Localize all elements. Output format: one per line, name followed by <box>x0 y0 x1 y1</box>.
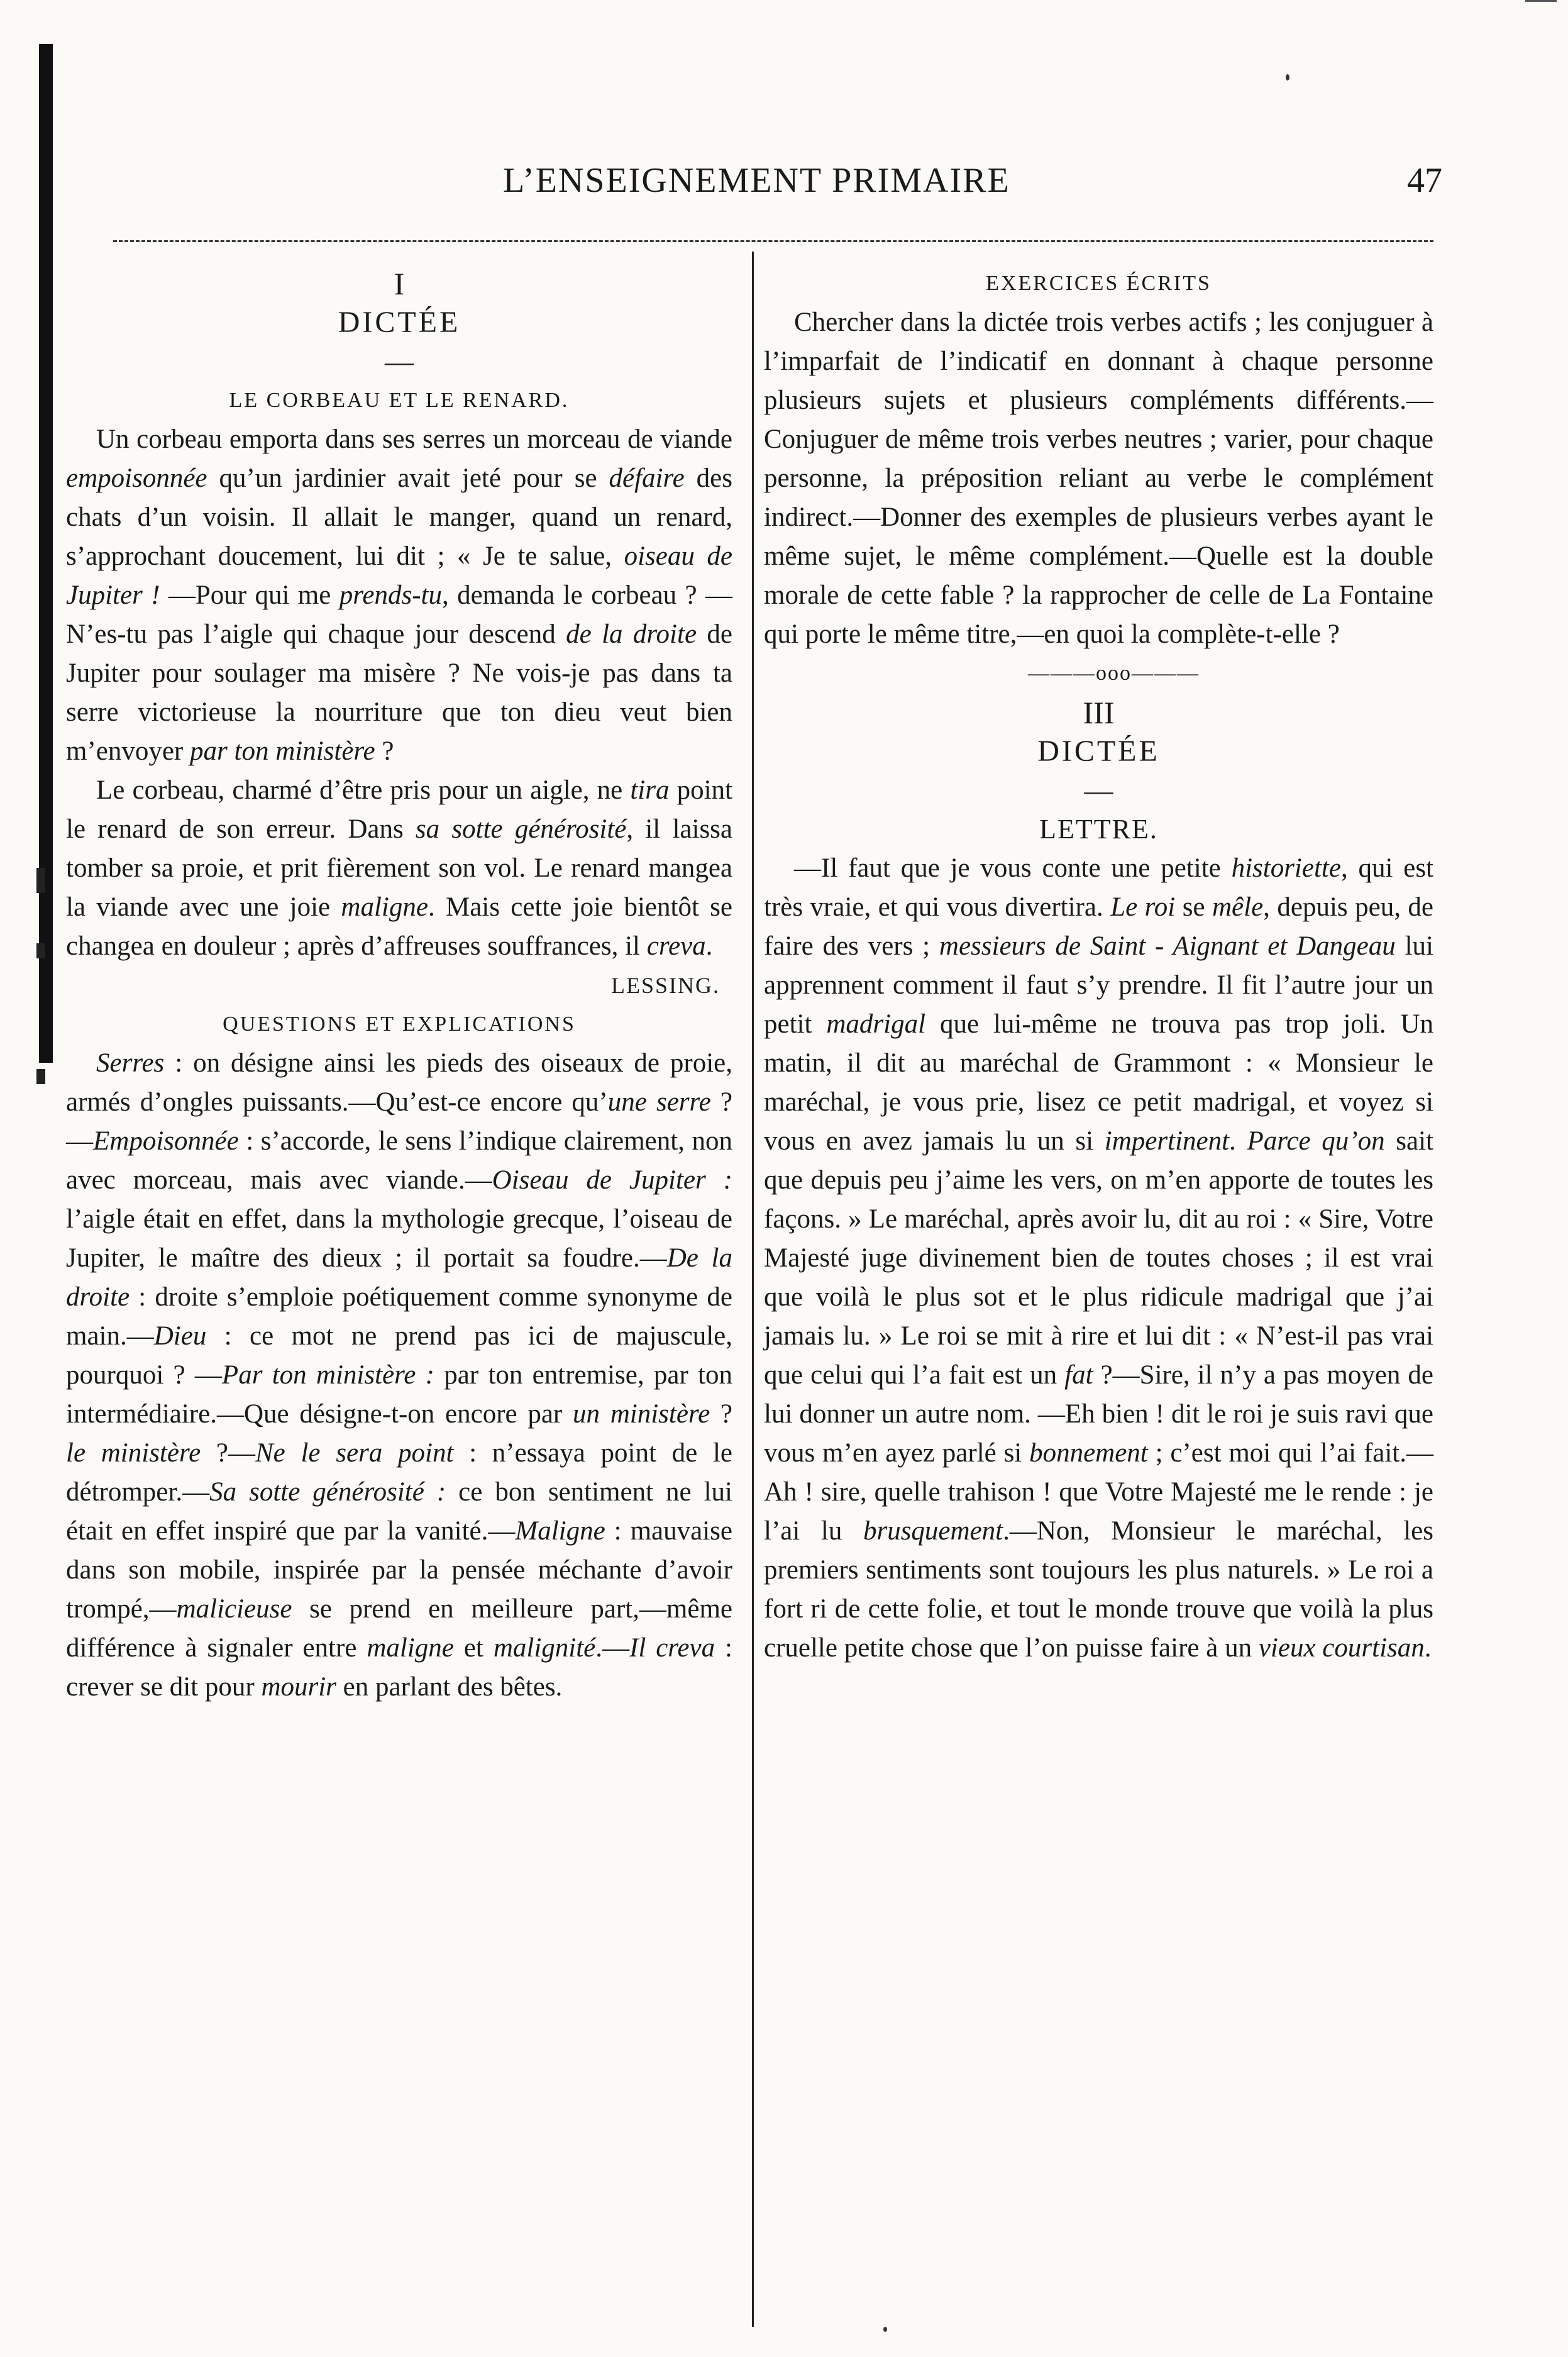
italic-phrase: fat <box>1064 1360 1093 1390</box>
text-run: des chats d’un voisin. Il allait le manger, quand un renard, s’approchant doucement, lui dit ; « Je te salue, <box>66 463 732 571</box>
text-run: .— <box>595 1633 629 1663</box>
italic-phrase: le ministère <box>66 1438 201 1468</box>
italic-phrase: madrigal <box>826 1009 926 1039</box>
text-run: de Jupiter pour soulager ma misère ? Ne vois-je pas dans ta serre victorieuse la nourriture que ton dieu veut bien m’envoyer <box>66 619 732 766</box>
italic-phrase: Il creva <box>629 1633 715 1663</box>
heading-dash: — <box>385 345 414 377</box>
text-run: par ton entremise, par ton intermédiaire.—Que désigne-t-on encore par <box>66 1360 733 1429</box>
questions-paragraph <box>66 1044 732 1707</box>
italic-phrase: Empoisonnée <box>93 1126 239 1156</box>
page-header <box>113 160 1442 211</box>
story-title: LE CORBEAU ET LE RENARD. <box>229 389 570 412</box>
text-run: ?— <box>66 1087 732 1156</box>
text-run: : ce mot ne prend pas ici de majuscule, pourquoi ? — <box>66 1321 732 1390</box>
text-run: , depuis peu, de faire des vers ; <box>764 892 1434 961</box>
text-run: . <box>705 931 713 961</box>
text-run: . <box>1424 1633 1432 1663</box>
italic-phrase: défaire <box>609 463 685 493</box>
section-heading: DICTÉE <box>1037 735 1160 768</box>
text-run: , qui est très vraie, et qui vous divertira. <box>764 853 1433 922</box>
header-rule <box>113 240 1433 242</box>
text-run: en parlant des bêtes. <box>336 1672 563 1702</box>
italic-phrase: creva <box>646 931 706 961</box>
text-run: : droite s’emploie poétiquement comme synonyme de main.— <box>66 1282 732 1351</box>
binding-fragment <box>36 1069 45 1084</box>
text-run: .—Non, Monsieur le maréchal, les premiers sentiments sont toujours les plus naturels. » Le roi a fort ri de cette folie, et tout le monde trouve que voilà la plus cruelle petite chose que l’on puisse faire à un <box>764 1516 1434 1663</box>
italic-phrase: maligne <box>341 892 428 922</box>
text-run: Le corbeau, charmé d’être pris pour un aigle, ne <box>96 775 631 805</box>
page-number: 47 <box>1407 161 1442 200</box>
author-signature: LESSING. <box>610 973 720 998</box>
text-run: l’aigle était en effet, dans la mythologie grecque, l’oiseau de Jupiter, le maître des dieux ; il portait sa foudre.— <box>66 1204 732 1273</box>
italic-phrase: sa sotte générosité <box>415 814 627 844</box>
text-run: : on désigne ainsi les pieds des oiseaux de proie, armés d’ongles puissants.—Qu’est-ce encore qu’ <box>66 1048 732 1117</box>
text-run: : crever se dit pour <box>66 1633 732 1702</box>
italic-phrase: oiseau de Jupiter ! <box>66 541 732 610</box>
right-column <box>764 264 1433 1668</box>
column-divider <box>752 252 754 2327</box>
text-run: ? <box>375 736 394 766</box>
italic-phrase: vieux courtisan <box>1258 1633 1425 1663</box>
exercises-title: EXERCICES ÉCRITS <box>986 272 1212 295</box>
text-run: ; c’est moi qui l’ai fait.—Ah ! sire, quelle trahison ! que Votre Majesté me le rende : je l’ai lu <box>764 1438 1433 1546</box>
text-run: qu’un jardinier avait jeté pour se <box>207 463 609 493</box>
italic-phrase: malignité <box>493 1633 596 1663</box>
text-run: ?—Sire, il n’y a pas moyen de lui donner un autre nom. —Eh bien ! dit le roi je suis ravi que vous m’en ayez parlé si <box>764 1360 1434 1468</box>
text-run: Chercher dans la dictée trois verbes actifs ; les conjuguer à l’imparfait de l’indicatif en donnant à chaque personne plusieurs sujets et plusieurs compléments différents.—Conjuguer de même trois verbes neutres ; varier, pour chaque personne, la préposition reliant au verbe le complément indirect.—Donner des exemples de plusieurs verbes ayant le même sujet, le même complément.—Quelle est la double morale de cette fable ? la rapprocher de celle de La Fontaine qui porte le même titre,—en quoi la complète-t-elle ? <box>764 308 1433 649</box>
italic-phrase: De la droite <box>66 1243 732 1312</box>
text-run: : n’essaya point de le détromper.— <box>66 1438 732 1507</box>
exercises-paragraph <box>764 303 1433 654</box>
italic-phrase: prends-tu <box>339 580 442 610</box>
text-run: se <box>1175 892 1212 922</box>
text-run: , il laissa tomber sa proie, et prit fièrement son vol. Le renard mangea la viande avec une joie <box>66 814 732 922</box>
text-run: et <box>453 1633 494 1663</box>
dictation-paragraph <box>66 420 732 771</box>
text-run: ?— <box>201 1438 255 1468</box>
text-run: que lui-même ne trouva pas trop joli. Un matin, il dit au maréchal de Grammont : « Monsieur le maréchal, je vous prie, lisez ce petit madrigal, et voyez si vous en avez jamais lu un si <box>764 1009 1433 1156</box>
section-number: I <box>394 266 405 301</box>
text-run: : mauvaise dans son mobile, inspirée par la pensée méchante d’avoir trompé,— <box>66 1516 732 1624</box>
section-ornament: ———ooo——— <box>1028 662 1200 685</box>
italic-phrase: Sa sotte générosité : <box>209 1477 446 1507</box>
italic-phrase: Par ton ministère : <box>221 1360 434 1390</box>
section-number: III <box>1083 695 1115 730</box>
text-run: ? <box>710 1399 732 1429</box>
italic-phrase: une serre <box>607 1087 711 1117</box>
running-title: L’ENSEIGNEMENT PRIMAIRE <box>503 161 1010 200</box>
italic-phrase: empoisonnée <box>66 463 207 493</box>
text-run: lui apprennent comment il faut s’y prendre. Il fit l’autre jour un petit <box>764 931 1433 1039</box>
text-run: , demanda le corbeau ? —N’es-tu pas l’aigle qui chaque jour descend <box>66 580 732 649</box>
italic-phrase: bonnement <box>1029 1438 1148 1468</box>
text-run: ce bon sentiment ne lui était en effet inspiré que par la vanité.— <box>66 1477 732 1546</box>
binding-fragment <box>36 943 45 958</box>
ink-speck <box>883 2327 887 2332</box>
italic-phrase: par ton ministère <box>190 736 375 766</box>
italic-phrase: un ministère <box>572 1399 710 1429</box>
italic-phrase: historiette <box>1231 853 1341 883</box>
text-run: Un corbeau emporta dans ses serres un morceau de viande <box>96 424 732 454</box>
text-run: —Pour qui me <box>160 580 340 610</box>
heading-dash: — <box>1084 774 1113 806</box>
italic-phrase: brusquement <box>863 1516 1003 1546</box>
text-run: . Mais cette joie bientôt se changea en douleur ; après d’affreuses souffrances, il <box>66 892 732 961</box>
text-run: sait que depuis peu j’aime les vers, on m’en apporte de toutes les façons. » Le maréchal, après avoir lu, dit au roi : « Sire, Votre Majesté juge divinement bien de toutes choses ; il est vrai que voilà le plus sot et le plus ridicule madrigal que j’ai jamais lu. » Le roi se mit à rire et lui dit : « N’est-il pas vrai que celui qui l’a fait est un <box>764 1126 1433 1390</box>
text-run: se prend en meilleure part,—même différence à signaler entre <box>66 1594 732 1663</box>
left-column <box>66 264 732 1707</box>
binding-fragment <box>36 868 45 893</box>
section-heading: DICTÉE <box>338 306 461 339</box>
italic-phrase: messieurs de Saint - Aignant et Dangeau <box>939 931 1396 961</box>
italic-phrase: Oiseau de Jupiter : <box>492 1165 732 1195</box>
italic-phrase: mêle <box>1212 892 1264 922</box>
italic-phrase: mourir <box>261 1672 336 1702</box>
italic-phrase: de la droite <box>566 619 697 649</box>
text-run: point le renard de son erreur. Dans <box>66 775 732 844</box>
italic-phrase: Dieu <box>153 1321 207 1351</box>
text-run: : s’accorde, le sens l’indique clairement, non avec morceau, mais avec viande.— <box>66 1126 732 1195</box>
dictation-paragraph <box>66 771 732 966</box>
italic-phrase: impertinent <box>1104 1126 1230 1156</box>
italic-phrase: Parce qu’on <box>1247 1126 1385 1156</box>
corner-rule <box>1525 0 1557 2</box>
letter-paragraph <box>764 849 1433 1668</box>
ink-speck <box>1286 74 1289 80</box>
letter-title: LETTRE. <box>1039 814 1158 845</box>
binding-edge <box>39 44 53 1063</box>
italic-phrase: Ne le sera point <box>255 1438 454 1468</box>
italic-phrase: Serres <box>96 1048 165 1078</box>
italic-phrase: tira <box>630 775 670 805</box>
text-run: . <box>1229 1126 1247 1156</box>
italic-phrase: Maligne <box>515 1516 605 1546</box>
text-run: —Il faut que je vous conte une petite <box>794 853 1232 883</box>
italic-phrase: malicieuse <box>176 1594 292 1624</box>
italic-phrase: Le roi <box>1110 892 1176 922</box>
italic-phrase: maligne <box>367 1633 454 1663</box>
questions-title: QUESTIONS ET EXPLICATIONS <box>223 1012 576 1036</box>
